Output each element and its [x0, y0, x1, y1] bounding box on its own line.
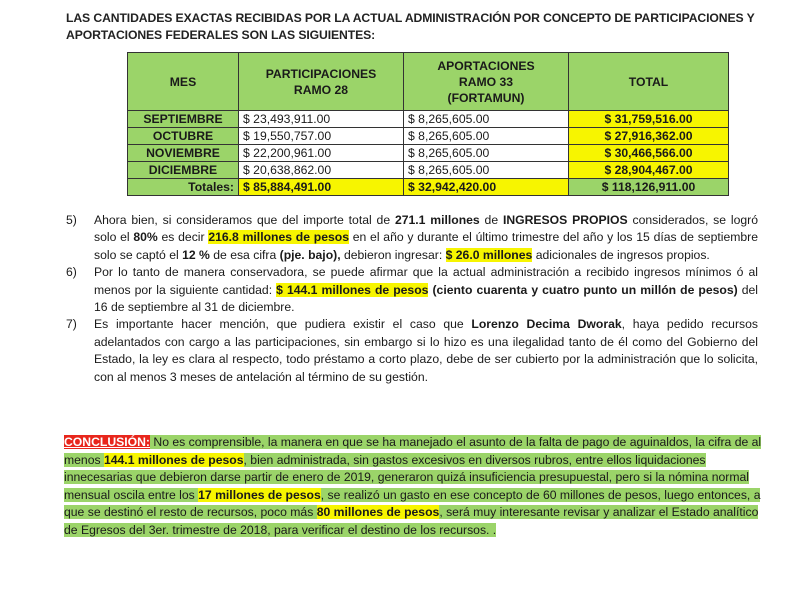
totals-aportaciones: $ 32,942,420.00	[404, 179, 569, 196]
text-span: , haya pedido recursos adelantados con cargo a las participaciones, sin embargo si lo hizo es una ilegalidad tanto de él como del Gobierno del Estado, la ley es clara al respecto, todo préstamo a corto plazo, debe de ser cubierto por la administración que lo solicita, con al menos 3 meses de antelación al término de su gestión.	[94, 317, 758, 384]
point-number: 5)	[66, 213, 77, 227]
text-span: de esa cifra	[209, 247, 280, 262]
highlight-span: 216.8 millones de pesos	[208, 230, 349, 245]
row-participaciones: $ 23,493,911.00	[239, 111, 404, 128]
header-aportaciones-line3: (FORTAMUN)	[447, 90, 525, 105]
text-span: debieron ingresar:	[340, 247, 446, 262]
conclusion-text: No es comprensible, la manera en que se ha manejado el asunto de la falta de pago de aguinaldos, la cifra de al menos	[64, 435, 762, 467]
text-span: en el año y durante el último trimestre del año y los 15 días de septiembre solo se captó el	[94, 230, 758, 262]
point-number: 7)	[66, 317, 77, 332]
conclusion-highlight: 80 millones de pesos	[316, 505, 440, 519]
row-total: $ 27,916,362.00	[569, 128, 729, 145]
bold-span: 12 %	[182, 247, 210, 262]
text-span: adicionales de ingresos propios.	[532, 247, 710, 262]
bold-span: (pje. bajo),	[279, 247, 341, 262]
header-total: TOTAL	[569, 53, 729, 111]
row-aportaciones: $ 8,265,605.00	[404, 145, 569, 162]
table-row	[128, 145, 729, 162]
totals-label: Totales:	[128, 179, 239, 196]
text-span: del 16 de septiembre al 31 de diciembre.	[94, 282, 758, 315]
bold-span: Lorenzo Decima Dworak	[471, 317, 622, 332]
table-row	[128, 128, 729, 145]
row-participaciones: $ 20,638,862.00	[239, 162, 404, 179]
conclusion-paragraph	[64, 434, 764, 539]
table-row	[128, 162, 729, 179]
row-aportaciones: $ 8,265,605.00	[404, 162, 569, 179]
row-total: $ 28,904,467.00	[569, 162, 729, 179]
totals-row	[128, 179, 729, 196]
header-participaciones-line2: RAMO 28	[293, 82, 349, 97]
document-heading: LAS CANTIDADES EXACTAS RECIBIDAS POR LA ACTUAL ADMINISTRACIÓN POR CONCEPTO DE PARTICIPACIONES Y APORTACIONES FEDERALES SON LAS SIGUIENTES:	[66, 11, 755, 42]
bold-span: 271.1 millones	[394, 213, 480, 227]
header-participaciones-line1: PARTICIPACIONES	[265, 66, 377, 81]
point-number: 6)	[66, 265, 77, 280]
text-span: Ahora bien, si consideramos que del importe total de	[94, 213, 395, 227]
text-span: Es importante hacer mención, que pudiera existir el caso que	[94, 317, 472, 332]
header-participaciones	[239, 53, 404, 111]
bold-span: 80%	[133, 230, 158, 245]
conclusion-label: CONCLUSIÓN:	[64, 435, 150, 449]
header-aportaciones-line2: RAMO 33	[458, 74, 514, 89]
row-month: DICIEMBRE	[128, 162, 239, 179]
row-month: NOVIEMBRE	[128, 145, 239, 162]
text-span: Por lo tanto de manera conservadora, se puede afirmar que la actual administración a recibido ingresos mínimos ó al menos por la siguiente cantidad:	[94, 265, 758, 297]
bold-span: (ciento cuarenta y cuatro punto un millón de pesos)	[428, 282, 738, 297]
conclusion-text: , bien administrada, sin gastos excesivos en diversos rubros, entre ellos liquidaciones innecesarias que debieron darse partir de enero de 2019, generaron quizá insuficiencia presupuestal, pero si la nómina normal mensual oscila entre los	[64, 452, 749, 502]
row-aportaciones: $ 8,265,605.00	[404, 128, 569, 145]
point-text	[94, 212, 758, 264]
row-participaciones: $ 22,200,961.00	[239, 145, 404, 162]
table-header-row	[128, 53, 729, 111]
point-6	[66, 264, 758, 316]
point-text	[94, 264, 758, 316]
table-row	[128, 111, 729, 128]
header-mes: MES	[128, 53, 239, 111]
text-span: considerados, se logró solo el	[94, 213, 758, 245]
text-span: de	[479, 213, 503, 227]
totals-total: $ 118,126,911.00	[569, 179, 729, 196]
highlight-span: $ 26.0 millones	[445, 247, 533, 262]
conclusion-highlight: 17 millones de pesos	[198, 487, 321, 502]
header-aportaciones-line1: APORTACIONES	[437, 58, 535, 73]
conclusion-text: , se realizó un gasto en ese concepto de 60 millones de pesos, luego entonces, a que se destinó el resto de recursos, poco más	[64, 487, 761, 519]
row-month: SEPTIEMBRE	[128, 111, 239, 128]
numbered-points	[66, 212, 758, 386]
row-month: OCTUBRE	[128, 128, 239, 145]
point-5	[66, 212, 758, 264]
row-aportaciones: $ 8,265,605.00	[404, 111, 569, 128]
highlight-span: $ 144.1 millones de pesos	[276, 282, 429, 297]
row-total: $ 31,759,516.00	[569, 111, 729, 128]
totals-participaciones: $ 85,884,491.00	[239, 179, 404, 196]
conclusion-text: , será muy interesante revisar y analizar el Estado analítico de Egresos del 3er. trimestre de 2018, para verificar el destino de los recursos. .	[64, 505, 759, 537]
text-span: es decir	[157, 230, 209, 245]
header-aportaciones	[404, 53, 569, 111]
conclusion-highlight: 144.1 millones de pesos	[103, 452, 244, 467]
federal-funds-table	[127, 52, 729, 196]
point-7	[66, 316, 758, 386]
bold-span: INGRESOS PROPIOS	[502, 213, 628, 227]
row-participaciones: $ 19,550,757.00	[239, 128, 404, 145]
point-text	[94, 316, 758, 386]
row-total: $ 30,466,566.00	[569, 145, 729, 162]
